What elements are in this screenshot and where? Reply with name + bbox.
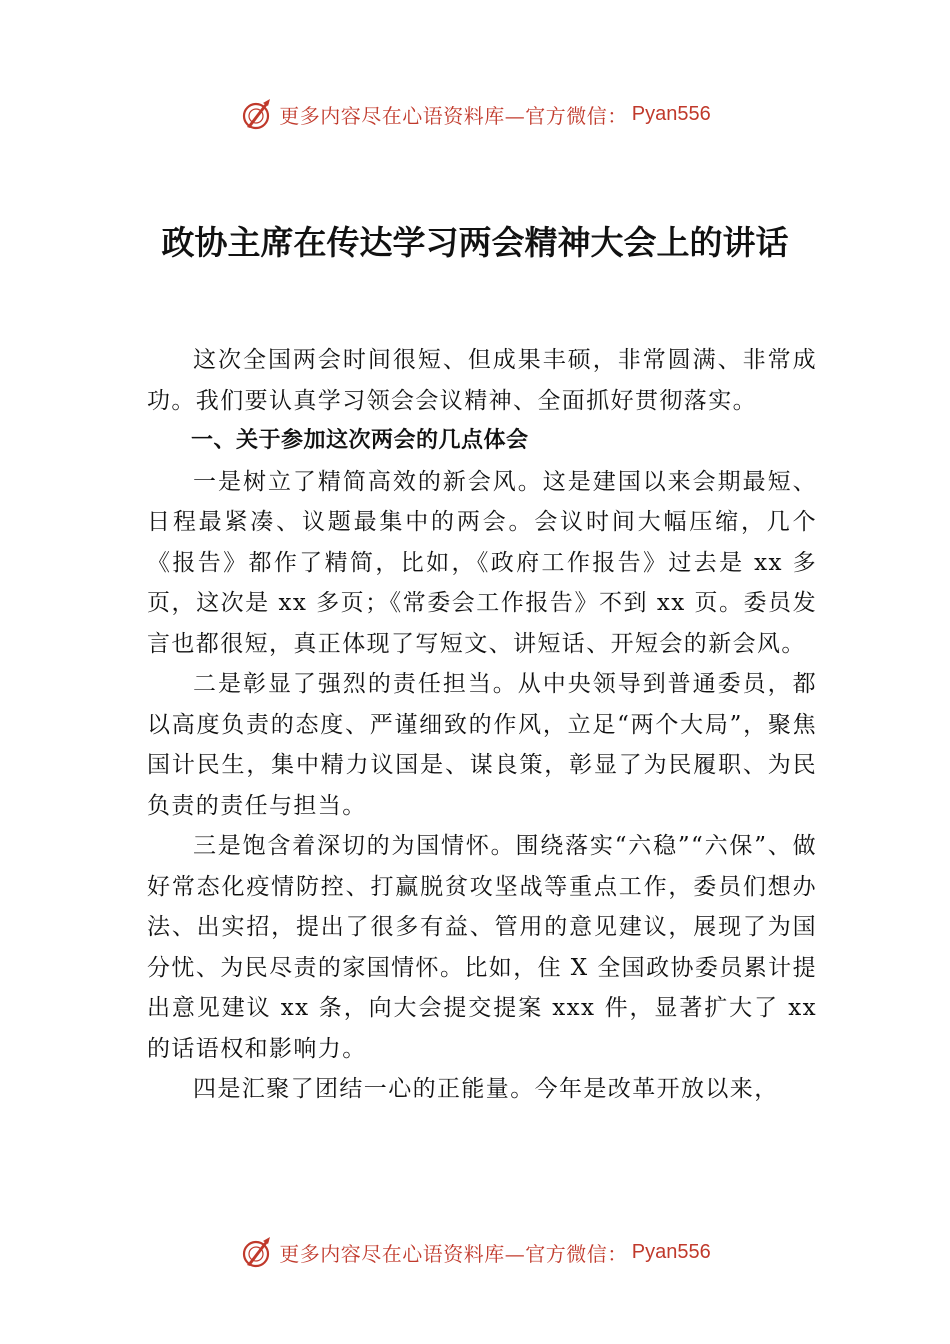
document-body	[147, 340, 817, 1110]
quill-pen-icon	[239, 1235, 273, 1269]
section-heading-1: 一、关于参加这次两会的几点体会	[191, 428, 529, 453]
paragraph-point-2: 二是彰显了强烈的责任担当。从中央领导到普通委员，都以高度负责的态度、严谨细致的作风，立足“两个大局”，聚焦国计民生，集中精力议国是、谋良策，彰显了为民履职、为民负责的责任与担当。	[147, 671, 817, 819]
paragraph-intro: 这次全国两会时间很短、但成果丰硕，非常圆满、非常成功。我们要认真学习领会会议精神、全面抓好贯彻落实。	[147, 347, 817, 414]
paragraph-point-3: 三是饱含着深切的为国情怀。围绕落实“六稳”“六保”、做好常态化疫情防控、打赢脱贫攻坚战等重点工作，委员们想办法、出实招，提出了很多有益、管用的意见建议，展现了为国分忧、为民尽责的家国情怀。比如，住 X 全国政协委员累计提出意见建议 xx 条，向大会提交提案 xxx 件，显著扩大了 xx 的话语权和影响力。	[147, 833, 817, 1062]
banner-wechat-id: Pyan556	[631, 1240, 711, 1263]
banner-slogan: 更多内容尽在心语资料库—官方微信：	[279, 103, 628, 128]
header-banner	[0, 94, 950, 134]
paragraph-point-4: 四是汇聚了团结一心的正能量。今年是改革开放以来，	[193, 1076, 779, 1102]
banner-wechat-id: Pyan556	[631, 102, 711, 125]
paragraph-point-1: 一是树立了精简高效的新会风。这是建国以来会期最短、日程最紧凑、议题最集中的两会。会议时间大幅压缩，几个《报告》都作了精简，比如，《政府工作报告》过去是 xx 多页，这次是 xx 多页；《常委会工作报告》不到 xx 页。委员发言也都很短，真正体现了写短文、讲短话、开短会的新会风。	[147, 468, 817, 657]
quill-pen-icon	[239, 97, 273, 131]
footer-banner	[0, 1232, 950, 1272]
document-title: 政协主席在传达学习两会精神大会上的讲话	[161, 223, 789, 262]
banner-slogan: 更多内容尽在心语资料库—官方微信：	[279, 1241, 628, 1266]
